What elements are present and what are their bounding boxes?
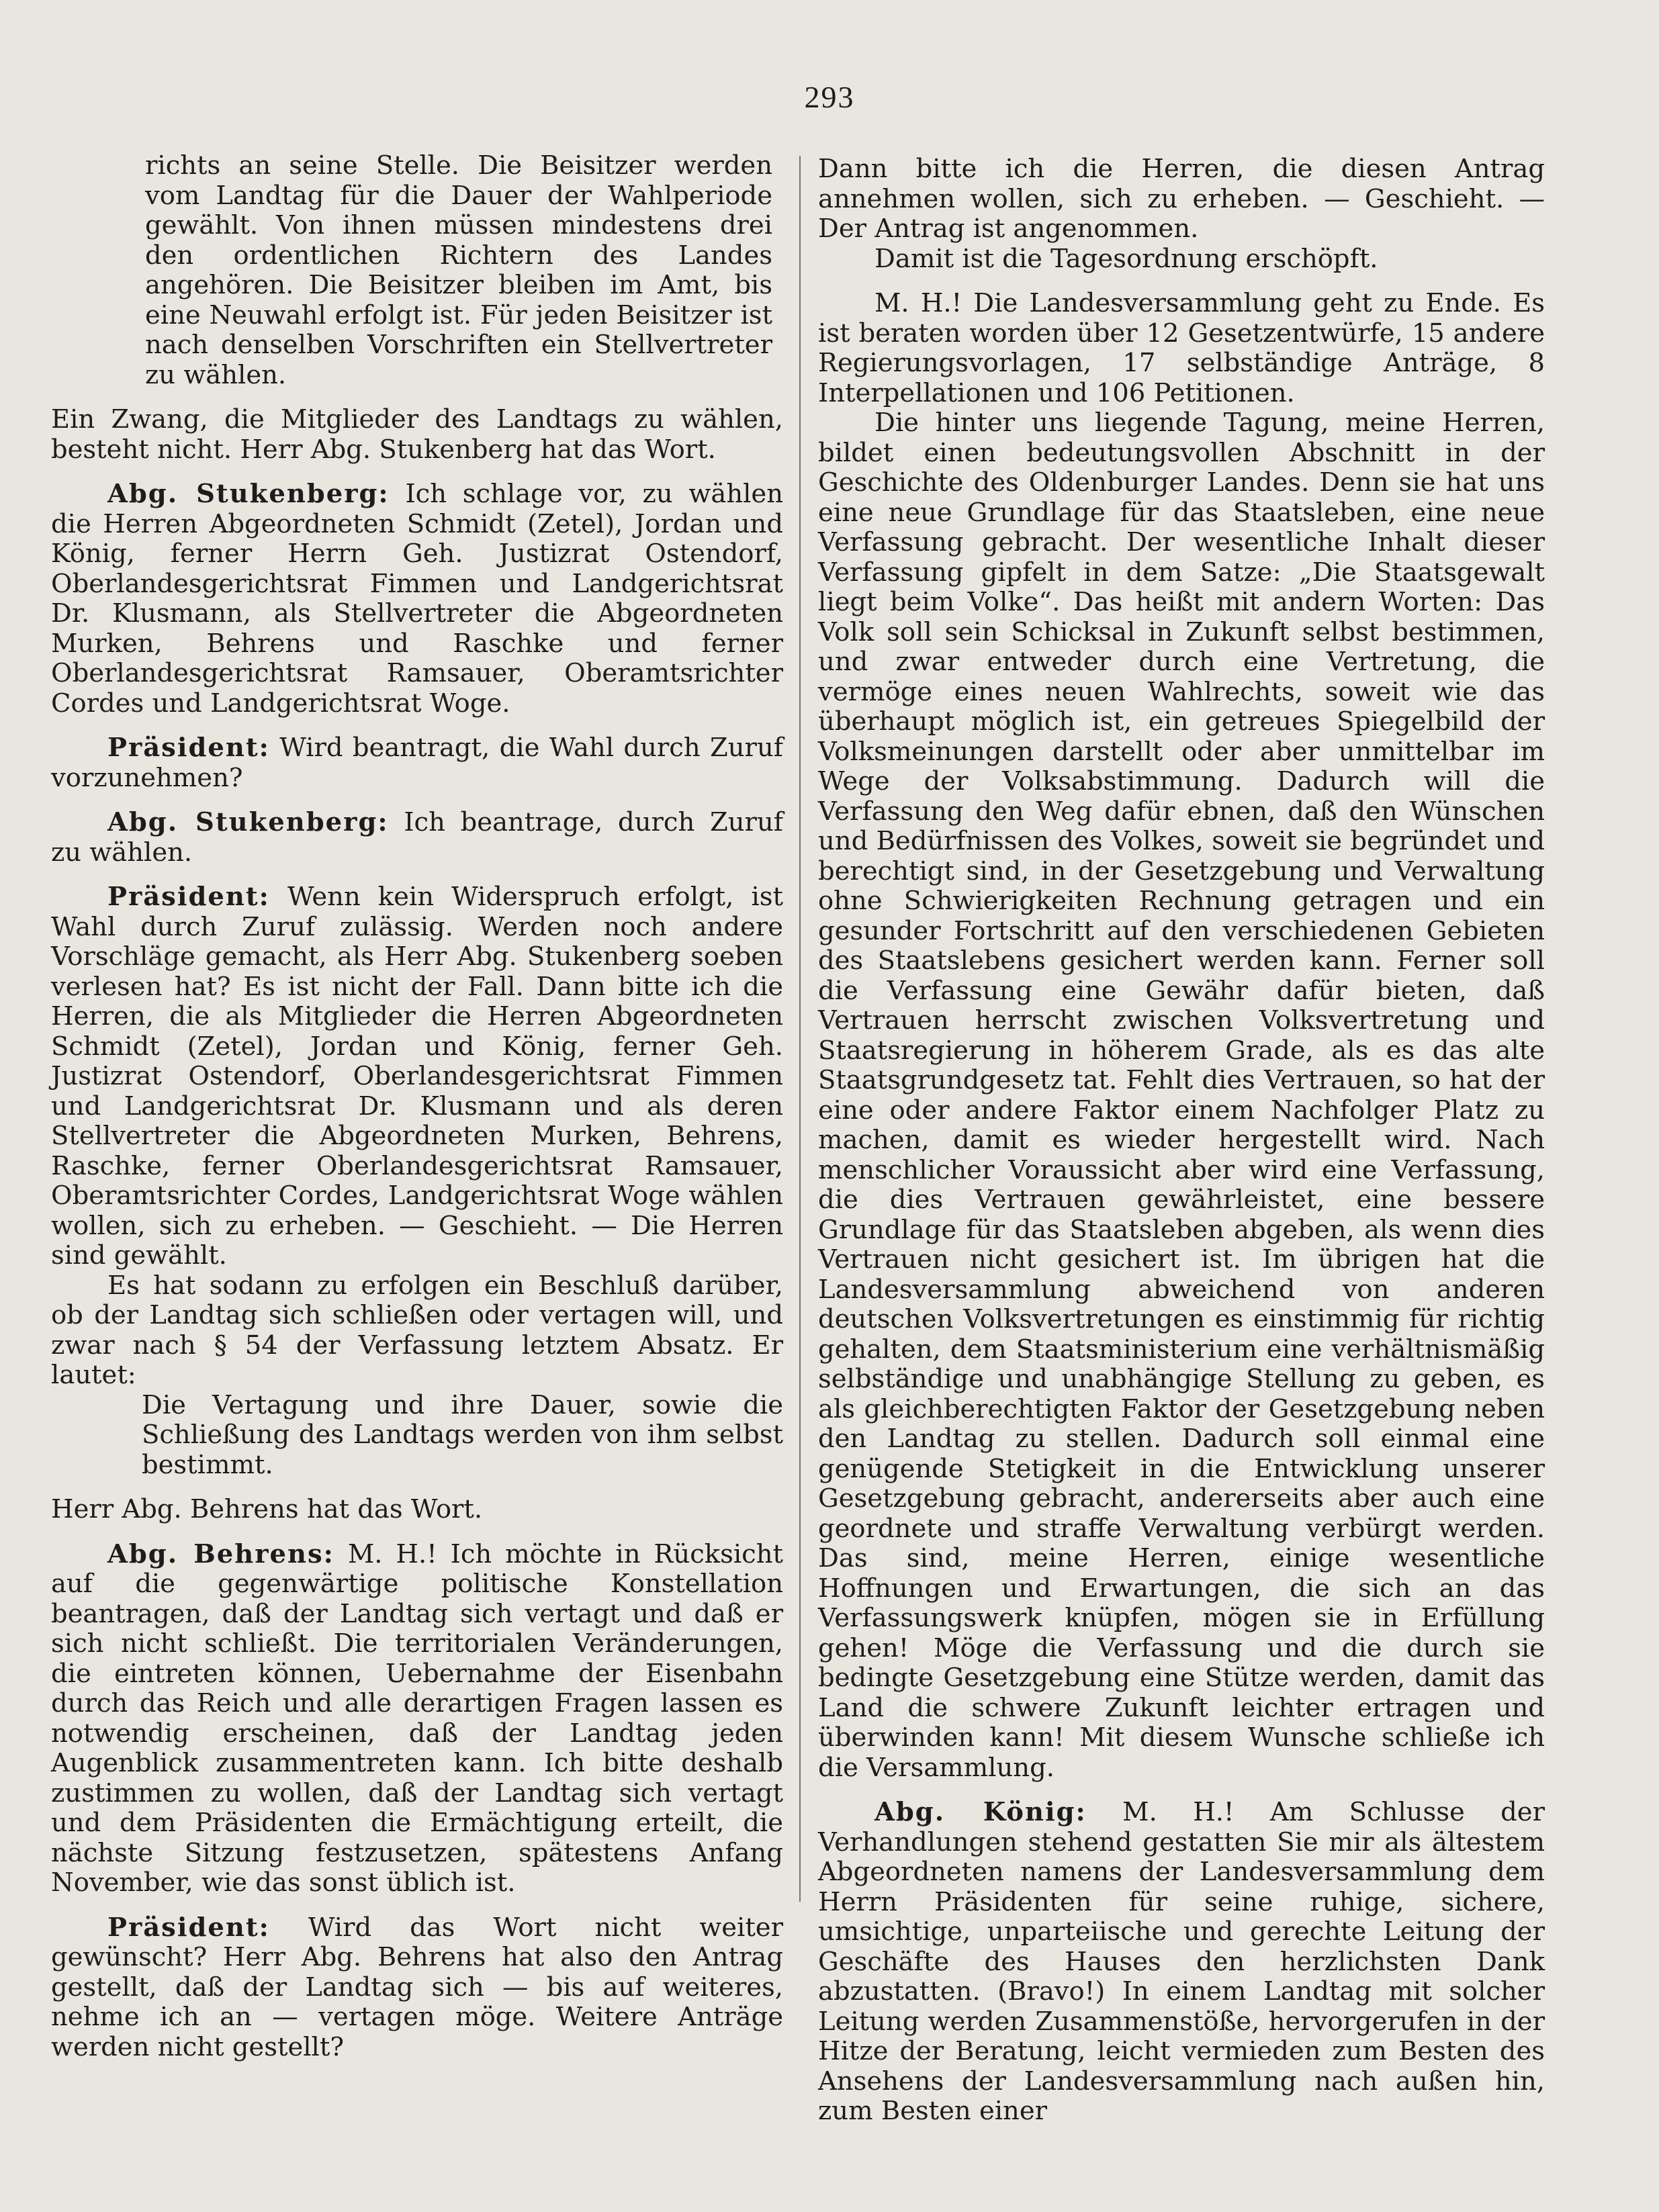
law-quote-paragraph: richts an seine Stelle. Die Beisitzer werden vom Landtag für die Dauer der Wahlperiode gewählt. Von ihnen müssen mindestens drei den ordentlichen Richtern des Landes angehören. Die Beisitzer bleiben im Amt, bis eine Neuwahl erfolgt ist. Für jeden Beisitzer ist nach denselben Vorschriften ein Stellvertreter zu wählen.	[145, 150, 772, 390]
speech-paragraph	[51, 1540, 783, 1898]
speech-text: Wird das Wort nicht weiter gewünscht? Herr Abg. Behrens hat also den Antrag gestellt, daß der Landtag sich — bis auf weiteres, nehme ich an — vertagen möge. Weitere Anträge werden nicht gestellt?	[51, 1912, 783, 2062]
paragraph: Ein Zwang, die Mitglieder des Landtags zu wählen, besteht nicht. Herr Abg. Stukenberg hat das Wort.	[51, 404, 783, 465]
speaker-name: Präsident:	[107, 1912, 270, 1943]
speech-paragraph	[51, 1913, 783, 2063]
paragraph: Damit ist die Tagesordnung erschöpft.	[875, 243, 1378, 274]
speech-paragraph	[51, 808, 783, 868]
speech-text: Wenn kein Widerspruch erfolgt, ist Wahl durch Zuruf zulässig. Werden noch andere Vorschläge gemacht, als Herr Abg. Stukenberg soeben verlesen hat? Es ist nicht der Fall. Dann bitte ich die Herren, die als Mitglieder die Herren Abgeordneten Schmidt (Zetel), Jordan und König, ferner Geh. Justizrat Ostendorf, Oberlandesgerichtsrat Fimmen und Landgerichtsrat Dr. Klusmann und als deren Stellvertreter die Abgeordneten Murken, Behrens, Raschke, ferner Oberlandesgerichtsrat Ramsauer, Oberamtsrichter Cordes, Landgerichtsrat Woge wählen wollen, sich zu erheben. — Geschieht. — Die Herren sind gewählt.	[51, 882, 783, 1271]
law-quote-paragraph: Die Vertagung und ihre Dauer, sowie die Schließung des Landtags werden von ihm selbst bestimmt.	[142, 1389, 783, 1480]
paragraph: Es hat sodann zu erfolgen ein Beschluß darüber, ob der Landtag sich schließen oder vertagen will, und zwar nach § 54 der Verfassung letztem Absatz. Er lautet:	[51, 1270, 783, 1390]
speech-text: Wird beantragt, die Wahl durch Zuruf vorzunehmen?	[51, 733, 783, 793]
speaker-name: Abg. König:	[875, 1797, 1087, 1827]
speech-paragraph	[51, 882, 783, 1271]
speech-text: M. H.! Ich möchte in Rücksicht auf die gegenwärtige politische Konstellation beantragen, daß der Landtag sich vertagt und daß er sich nicht schließt. Die territorialen Veränderungen, die eintreten können, Uebernahme der Eisenbahn durch das Reich und alle derartigen Fragen lassen es notwendig erscheinen, daß der Landtag jeden Augenblick zusammentreten kann. Ich bitte deshalb zustimmen zu wollen, daß der Landtag sich vertagt und dem Präsidenten die Ermächtigung erteilt, die nächste Sitzung festzusetzen, spätestens Anfang November, wie das sonst üblich ist.	[51, 1538, 784, 1898]
paragraph: Dann bitte ich die Herren, die diesen Antrag annehmen wollen, sich zu erheben. — Geschieht. — Der Antrag ist angenommen.	[818, 154, 1545, 244]
column-divider	[799, 156, 801, 1902]
speaker-name: Abg. Stukenberg:	[107, 807, 389, 837]
speech-text: Ich beantrage, durch Zuruf zu wählen.	[51, 807, 783, 868]
speech-paragraph	[51, 479, 783, 719]
speaker-name: Abg. Stukenberg:	[107, 479, 390, 509]
page-number: 293	[804, 80, 855, 114]
speech-paragraph	[51, 733, 783, 793]
paragraph: M. H.! Die Landesversammlung geht zu Ende. Es ist beraten worden über 12 Gesetzentwürfe, 15 andere Regierungsvorlagen, 17 selbständige Anträge, 8 Interpellationen und 106 Petitionen.	[818, 288, 1545, 408]
paragraph: Herr Abg. Behrens hat das Wort.	[51, 1494, 483, 1524]
speech-paragraph	[818, 1798, 1545, 2127]
speaker-name: Präsident:	[107, 733, 270, 763]
left-column	[51, 151, 783, 2062]
speaker-name: Abg. Behrens:	[107, 1538, 334, 1569]
paragraph: Die hinter uns liegende Tagung, meine Herren, bildet einen bedeutungsvollen Abschnitt in der Geschichte des Oldenburger Landes. Denn sie hat uns eine neue Grundlage für das Staatsleben, eine neue Verfassung gebracht. Der wesentliche Inhalt dieser Verfassung gipfelt in dem Satze: „Die Staatsgewalt liegt beim Volke“. Das heißt mit andern Worten: Das Volk soll sein Schicksal in Zukunft selbst bestimmen, und zwar entweder durch eine Vertretung, die vermöge eines neuen Wahlrechts, soweit wie das überhaupt möglich ist, ein getreues Spiegelbild der Volksmeinungen darstellt oder aber unmittelbar im Wege der Volksabstimmung. Dadurch will die Verfassung den Weg dafür ebnen, daß den Wünschen und Bedürfnissen des Volkes, soweit sie begründet und berechtigt sind, in der Gesetzgebung und Verwaltung ohne Schwierigkeiten Rechnung getragen und ein gesunder Fortschritt auf den verschiedenen Gebieten des Staatslebens gesichert werden kann. Ferner soll die Verfassung eine Gewähr dafür bieten, daß Vertrauen herrscht zwischen Volksvertretung und Staatsregierung in höherem Grade, als es das alte Staatsgrundgesetz tat. Fehlt dies Vertrauen, so hat der eine oder andere Faktor einem Nachfolger Platz zu machen, damit es wieder hergestellt wird. Nach menschlicher Voraussicht aber wird eine Verfassung, die dies Vertrauen gewährleistet, eine bessere Grundlage für das Staatsleben abgeben, als wenn dies Vertrauen nicht gesichert ist. Im übrigen hat die Landesversammlung abweichend von anderen deutschen Volksvertretungen es einstimmig für richtig gehalten, dem Staatsministerium eine verhältnismäßig selbständige und unabhängige Stellung zu geben, es als gleichberechtigten Faktor der Gesetzgebung neben den Landtag zu stellen. Dadurch soll einmal eine genügende Stetigkeit in die Entwicklung unserer Gesetzgebung gebracht, andererseits aber auch eine geordnete und straffe Verwaltung verbürgt werden. Das sind, meine Herren, einige wesentliche Hoffnungen und Erwartungen, die sich an das Verfassungswerk knüpfen, mögen sie in Erfüllung gehen! Möge die Verfassung und die durch sie bedingte Gesetzgebung eine Stütze werden, damit das Land die schwere Zukunft leichter ertragen und überwinden kann! Mit diesem Wunsche schließe ich die Versammlung.	[818, 408, 1545, 1783]
speech-text: M. H.! Am Schlusse der Verhandlungen stehend gestatten Sie mir als ältestem Abgeordneten namens der Landesversammlung dem Herrn Präsidenten für seine ruhige, sichere, umsichtige, unparteiische und gerechte Leitung der Geschäfte des Hauses den herzlichsten Dank abzustatten. (Bravo!) In einem Landtag mit solcher Leitung werden Zusammenstöße, hervorgerufen in der Hitze der Beratung, leicht vermieden zum Besten des Ansehens der Landesversammlung nach außen hin, zum Besten einer	[818, 1797, 1545, 2126]
speaker-name: Präsident:	[107, 882, 270, 912]
speech-text: Ich schlage vor, zu wählen die Herren Abgeordneten Schmidt (Zetel), Jordan und König, ferner Herrn Geh. Justizrat Ostendorf, Oberlandesgerichtsrat Fimmen und Landgerichtsrat Dr. Klusmann, als Stellvertreter die Abgeordneten Murken, Behrens und Raschke und ferner Oberlandesgerichtsrat Ramsauer, Oberamtsrichter Cordes und Landgerichtsrat Woge.	[51, 479, 784, 719]
right-column	[818, 154, 1545, 2127]
